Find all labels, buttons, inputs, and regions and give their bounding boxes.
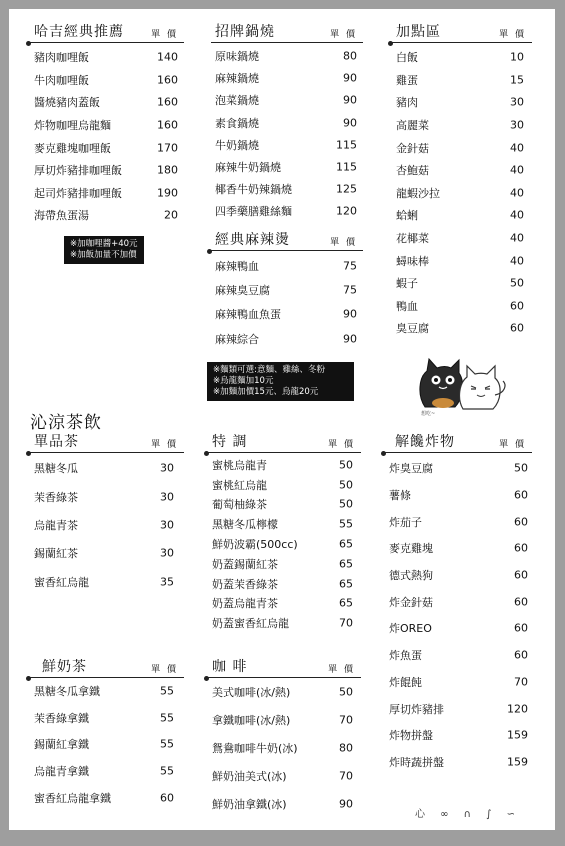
section-header [211,24,363,43]
item-price: 40 [510,208,524,222]
menu-item [385,588,532,615]
menu-item [211,327,363,351]
item-name: 茉香綠茶 [34,490,78,504]
menu-item [30,511,184,539]
item-name: 薯條 [389,489,411,503]
menu-item [211,89,363,111]
section-header [30,659,184,678]
mascot-caption: 想吃~ [421,411,436,417]
menu-item [392,295,532,318]
item-name: 蜜桃紅烏龍 [212,478,267,492]
menu-item [208,613,361,633]
menu-item [385,482,532,509]
menu-item [392,159,532,182]
item-name: 蜜香紅烏龍 [34,575,89,589]
item-price: 70 [514,675,528,689]
item-price: 90 [343,93,357,107]
black-cat-icon [420,359,463,408]
item-price: 65 [339,596,353,610]
menu-item [385,455,532,482]
item-list [30,46,184,227]
note-line: ※加咖哩醬+40元 [70,239,138,249]
item-name: 炸餛飩 [389,675,422,689]
item-price: 60 [514,515,528,529]
item-price: 50 [339,497,353,511]
item-price: 65 [339,557,353,571]
item-price: 40 [510,141,524,155]
item-name: 奶蓋錫蘭紅茶 [212,557,278,571]
item-name: 厚切炸豬排 [389,702,444,716]
item-name: 錫蘭紅拿鐵 [34,738,89,752]
menu-item [211,45,363,67]
item-name: 牛肉咖哩飯 [34,73,89,87]
item-price: 190 [157,186,178,200]
item-price: 30 [160,490,174,504]
menu-item [211,112,363,134]
menu-item [30,46,184,69]
menu-item [208,678,361,706]
item-name: 素食鍋燒 [215,116,259,130]
menu-item [392,46,532,69]
menu-item [30,568,184,596]
menu-item [208,790,361,818]
section-fried [385,434,532,775]
item-price: 40 [510,254,524,268]
item-price: 60 [514,488,528,502]
item-price: 60 [510,321,524,335]
item-name: 炸物拼盤 [389,729,433,743]
menu-item [30,758,184,785]
item-price: 55 [160,764,174,778]
menu-item [211,156,363,178]
item-price: 160 [157,95,178,109]
item-price: 90 [339,797,353,811]
item-name: 臭豆腐 [396,322,429,336]
item-name: 四季藥膳雞絲麵 [215,205,292,219]
item-name: 炸金針菇 [389,595,433,609]
item-name: 海帶魚蛋湯 [34,209,89,223]
item-price: 30 [510,95,524,109]
item-price: 120 [507,702,528,716]
item-name: 烏龍青茶 [34,518,78,532]
item-price: 55 [160,737,174,751]
menu-item [385,562,532,589]
menu-item [385,642,532,669]
item-name: 麻辣鍋燒 [215,72,259,86]
menu-item [30,91,184,114]
item-price: 170 [157,141,178,155]
item-price: 80 [339,741,353,755]
menu-item [30,114,184,137]
price-label: 單 價 [499,440,526,450]
item-name: 奶蓋茉香綠茶 [212,577,278,591]
note-line: ※烏龍麵加10元 [213,376,274,386]
menu-item [392,114,532,137]
item-name: 茉香綠拿鐵 [34,711,89,725]
item-price: 15 [510,73,524,87]
section-header [208,434,361,453]
section-tea [30,434,184,596]
price-label: 單 價 [328,440,355,450]
item-price: 60 [514,568,528,582]
item-name: 鮮奶油美式(冰) [212,770,287,783]
item-name: 麥克雞塊咖哩飯 [34,141,111,155]
item-price: 10 [510,50,524,64]
menu-item [30,159,184,182]
footer-signs: 心 ∞ ∩ ∫ ∽ [415,809,521,820]
menu-item [30,705,184,732]
item-price: 60 [514,621,528,635]
item-price: 60 [160,791,174,805]
menu-item [211,278,363,302]
item-price: 115 [336,160,357,174]
menu-item [208,514,361,534]
item-list [385,455,532,775]
section-header [385,434,532,453]
menu-item [392,182,532,205]
item-price: 159 [507,728,528,742]
note-noodle [207,362,354,401]
note-line: ※加飯加量不加價 [70,250,137,260]
item-price: 30 [160,461,174,475]
item-list [211,45,363,223]
item-price: 55 [160,684,174,698]
item-name: 拿鐵咖啡(冰/熱) [212,714,291,727]
item-name: 金針菇 [396,141,429,155]
item-price: 60 [510,299,524,313]
item-name: 杏鮑菇 [396,164,429,178]
menu-item [30,731,184,758]
item-price: 30 [160,518,174,532]
price-label: 單 價 [151,665,178,675]
item-price: 55 [160,711,174,725]
item-price: 50 [339,685,353,699]
section-title: 鮮奶茶 [42,659,87,675]
section-spicy [211,232,363,351]
item-price: 75 [343,283,357,297]
item-name: 錫蘭紅茶 [34,547,78,561]
menu-item [208,534,361,554]
item-name: 黑糖冬瓜拿鐵 [34,685,100,699]
menu-item [208,594,361,614]
menu-item [392,204,532,227]
note-line: ※麵類可選:意麵、雞絲、冬粉 [213,365,325,375]
item-price: 160 [157,118,178,132]
section-header [30,24,184,43]
item-name: 高麗菜 [396,119,429,133]
note-line: ※加麵加價15元、烏龍20元 [213,387,319,397]
item-name: 雞蛋 [396,73,418,87]
section-milktea [30,659,184,811]
section-signature [30,24,184,227]
item-list [211,254,363,351]
item-name: 炸臭豆腐 [389,462,433,476]
menu-item [208,734,361,762]
item-price: 30 [160,546,174,560]
menu-item [30,784,184,811]
menu-item [392,91,532,114]
item-price: 50 [514,461,528,475]
item-price: 50 [339,458,353,472]
item-list [30,454,184,596]
item-name: 起司炸豬排咖哩飯 [34,186,122,200]
item-price: 55 [339,517,353,531]
item-name: 白飯 [396,51,418,65]
item-name: 炸茄子 [389,515,422,529]
item-name: 美式咖啡(冰/熱) [212,686,291,699]
item-price: 65 [339,577,353,591]
section-hotpot [211,24,363,223]
menu-item [392,317,532,340]
item-price: 30 [510,118,524,132]
item-price: 90 [343,307,357,321]
menu-item [30,69,184,92]
menu-item [211,254,363,278]
menu-item [211,134,363,156]
item-name: 奶蓋蜜香紅烏龍 [212,617,289,631]
item-price: 40 [510,186,524,200]
item-price: 70 [339,713,353,727]
item-name: 牛奶鍋燒 [215,138,259,152]
item-list [208,678,361,818]
white-cat-icon [460,366,505,409]
item-name: 醬燒豬肉蓋飯 [34,96,100,110]
item-name: 蜜桃烏龍青 [212,458,267,472]
price-label: 單 價 [328,665,355,675]
menu-item [30,204,184,227]
menu-item [30,182,184,205]
menu-item [30,454,184,482]
item-name: 黑糖冬瓜 [34,462,78,476]
menu-item [392,272,532,295]
menu-item [211,200,363,222]
item-name: 炸魚蛋 [389,649,422,663]
drinks-title: 沁涼茶飲 [30,413,102,433]
item-name: 炸OREO [389,622,432,636]
menu-item [385,749,532,776]
price-label: 單 價 [330,238,357,248]
menu-item [211,302,363,326]
item-price: 40 [510,231,524,245]
price-label: 單 價 [330,30,357,40]
item-name: 厚切炸豬排咖哩飯 [34,164,122,178]
menu-item [392,249,532,272]
item-price: 80 [343,49,357,63]
item-name: 奶蓋烏龍青茶 [212,597,278,611]
menu-item [208,495,361,515]
item-name: 麻辣綜合 [215,332,259,346]
item-price: 140 [157,50,178,64]
section-title: 經典麻辣燙 [215,232,290,248]
item-list [30,678,184,811]
item-name: 原味鍋燒 [215,50,259,64]
item-price: 90 [343,71,357,85]
item-name: 蜜香紅烏龍拿鐵 [34,791,111,805]
item-price: 120 [336,204,357,218]
menu-item [385,695,532,722]
item-price: 125 [336,182,357,196]
item-price: 40 [510,163,524,177]
item-price: 35 [160,575,174,589]
item-price: 50 [339,478,353,492]
menu-item [208,475,361,495]
item-name: 鴛鴦咖啡牛奶(冰) [212,742,298,755]
section-special [208,434,361,633]
item-name: 蝦子 [396,277,418,291]
item-name: 泡菜鍋燒 [215,94,259,108]
item-price: 180 [157,163,178,177]
menu-item [392,227,532,250]
menu-item [30,678,184,705]
item-name: 炸時蔬拼盤 [389,755,444,769]
item-name: 炸物咖哩烏龍麵 [34,119,111,133]
price-label: 單 價 [499,30,526,40]
item-price: 70 [339,769,353,783]
item-price: 60 [514,541,528,555]
section-title: 加點區 [396,24,441,40]
item-name: 蟳味棒 [396,254,429,268]
note-curry [64,236,144,264]
section-title: 招牌鍋燒 [215,24,275,40]
item-name: 花椰菜 [396,232,429,246]
item-name: 豬肉 [396,96,418,110]
menu-item [30,136,184,159]
item-price: 160 [157,73,178,87]
item-price: 20 [164,208,178,222]
item-price: 60 [514,648,528,662]
item-price: 70 [339,616,353,630]
menu-item [30,539,184,567]
item-name: 麻辣臭豆腐 [215,284,270,298]
menu-item [211,178,363,200]
section-title: 特 調 [212,434,248,450]
section-title: 解饞炸物 [395,434,455,450]
menu-item [392,136,532,159]
menu-item [385,508,532,535]
menu-item [208,706,361,734]
section-title: 單品茶 [34,434,79,450]
item-name: 蛤蜊 [396,209,418,223]
item-name: 麻辣鴨血 [215,260,259,274]
item-name: 鴨血 [396,299,418,313]
menu-item [208,455,361,475]
section-coffee [208,659,361,818]
menu-item [392,69,532,92]
item-list [208,455,361,633]
menu-item [208,574,361,594]
menu-item [208,762,361,790]
menu-item [30,482,184,510]
item-price: 50 [510,276,524,290]
menu-item [211,67,363,89]
item-list [392,46,532,340]
item-price: 60 [514,595,528,609]
section-title: 咖 啡 [212,659,248,675]
item-name: 黑糖冬瓜檸檬 [212,518,278,532]
item-name: 麥克雞塊 [389,542,433,556]
item-price: 90 [343,116,357,130]
price-label: 單 價 [151,440,178,450]
item-price: 75 [343,259,357,273]
item-name: 龍蝦沙拉 [396,186,440,200]
item-name: 豬肉咖哩飯 [34,51,89,65]
menu-item [385,669,532,696]
menu-item [208,554,361,574]
item-name: 烏龍青拿鐵 [34,765,89,779]
menu-item [385,535,532,562]
cat-mascot-illustration [407,355,517,417]
item-name: 椰香牛奶辣鍋燒 [215,183,292,197]
section-header [392,24,532,43]
item-name: 德式熱狗 [389,569,433,583]
item-price: 90 [343,332,357,346]
price-label: 單 價 [151,30,178,40]
section-title: 哈吉經典推薦 [34,24,124,40]
section-addons [392,24,532,340]
item-price: 115 [336,138,357,152]
item-name: 麻辣牛奶鍋燒 [215,161,281,175]
section-header [30,434,184,453]
item-name: 鮮奶油拿鐵(冰) [212,798,287,811]
item-name: 鮮奶波霸(500cc) [212,538,298,552]
item-price: 159 [507,755,528,769]
menu-item [385,615,532,642]
menu-item [385,722,532,749]
item-name: 麻辣鴨血魚蛋 [215,308,281,322]
item-price: 65 [339,537,353,551]
item-name: 葡萄柚綠茶 [212,498,267,512]
section-header [208,659,361,678]
section-header [211,232,363,251]
